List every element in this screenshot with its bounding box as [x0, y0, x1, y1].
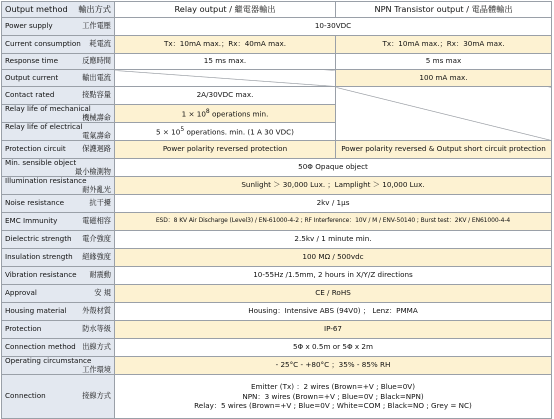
- label-en: Operating circumstance: [5, 356, 92, 366]
- value-part: 5 × 10: [156, 127, 181, 137]
- spec-table: [1, 1, 552, 419]
- label-dielectric: [2, 231, 115, 249]
- value-protection: IP-67: [115, 321, 552, 339]
- label-en: Power supply: [5, 21, 53, 31]
- label-emc: [2, 213, 115, 231]
- label-output-method: [2, 2, 115, 18]
- label-approval: [2, 285, 115, 303]
- value-contact-relay: 2A/30VDC max.: [115, 87, 336, 105]
- not-applicable-cell: [115, 70, 336, 87]
- row-dielectric: [2, 231, 552, 249]
- label-response-time: [2, 54, 115, 70]
- label-en: Min. sensible object: [5, 158, 77, 168]
- value-noise: 2kv / 1μs: [115, 195, 552, 213]
- label-en: Vibration resistance: [5, 270, 77, 280]
- label-en: Connection method: [5, 342, 76, 352]
- label-en: Contact rated: [5, 90, 55, 100]
- value-vibration: 10-55Hz /1.5mm, 2 hours in X/Y/Z directions: [115, 267, 552, 285]
- label-en: Protection circuit: [5, 144, 66, 154]
- not-applicable-cell: [336, 87, 552, 141]
- label-operating: [2, 357, 115, 375]
- label-zh: 外殼材質: [82, 306, 111, 316]
- label-output-current: [2, 70, 115, 87]
- label-zh: 電氣壽命: [82, 130, 111, 140]
- value-insulation: 100 MΩ / 500vdc: [115, 249, 552, 267]
- label-en: Relay life of mechanical: [5, 104, 91, 114]
- label-zh: 電介強度: [82, 234, 111, 244]
- label-zh: 工作環境: [82, 364, 111, 374]
- row-min-object: [2, 159, 552, 177]
- label-zh: 輸出電流: [82, 72, 111, 82]
- label-zh: 耐震動: [89, 270, 111, 280]
- row-illumination: [2, 177, 552, 195]
- label-protection-circuit: [2, 141, 115, 159]
- value-current-relay: Tx：10mA max.；Rx：40mA max.: [115, 36, 336, 54]
- row-protection-circuit: [2, 141, 552, 159]
- label-housing: [2, 303, 115, 321]
- label-zh: 安 規: [94, 288, 111, 298]
- value-dielectric: 2.5kv / 1 minute min.: [115, 231, 552, 249]
- value-connection: [115, 375, 552, 419]
- connection-npn: NPN：3 wires (Brown=+V ; Blue=0V ; Black=NPN): [242, 391, 424, 401]
- label-zh: 抗干擾: [89, 198, 111, 208]
- row-current-consumption: [2, 36, 552, 54]
- exponent: 5: [180, 125, 185, 133]
- value-response-npn: 5 ms max: [336, 54, 552, 70]
- value-housing: Housing：Intensive ABS (94V0) ； Lenz：PMMA: [115, 303, 552, 321]
- label-en: Insulation strength: [5, 252, 73, 262]
- row-housing: [2, 303, 552, 321]
- value-relay-life-mechanical: [115, 105, 336, 123]
- value-illumination: Sunlight ＞ 30,000 Lux. ；Lamplight ＞ 10,000 Lux.: [115, 177, 552, 195]
- value-output-current-npn: 100 mA max.: [336, 70, 552, 87]
- label-en: EMC Immunity: [5, 216, 58, 226]
- value-operating: - 25°C - +80°C ；35% - 85% RH: [115, 357, 552, 375]
- value-power-supply: 10-30VDC: [115, 18, 552, 36]
- row-approval: [2, 285, 552, 303]
- row-vibration: [2, 267, 552, 285]
- value-protection-npn: Power polarity reversed & Output short circuit protection: [336, 141, 552, 159]
- value-approval: CE / RoHS: [115, 285, 552, 303]
- value-connection-method: 5Φ x 0.5m or 5Φ x 2m: [115, 339, 552, 357]
- row-emc: [2, 213, 552, 231]
- label-connection: [2, 375, 115, 419]
- header-relay-output: Relay output / 繼電器輸出: [115, 2, 336, 18]
- label-en: Relay life of electrical: [5, 122, 83, 132]
- label-relay-life-mechanical: [2, 105, 115, 123]
- label-zh: 反應時間: [82, 56, 111, 66]
- row-power-supply: [2, 18, 552, 36]
- label-en: Response time: [5, 56, 59, 66]
- label-zh: 耗電流: [89, 39, 111, 49]
- value-response-relay: 15 ms max.: [115, 54, 336, 70]
- label-en: Connection: [5, 391, 46, 401]
- row-output-current: [2, 70, 552, 87]
- label-relay-life-electrical: [2, 123, 115, 141]
- label-zh: 輸出方式: [78, 3, 111, 14]
- value-part: 1 × 10: [181, 109, 206, 119]
- row-insulation: [2, 249, 552, 267]
- label-en: Output current: [5, 72, 59, 82]
- row-response-time: [2, 54, 552, 70]
- label-min-object: [2, 159, 115, 177]
- label-en: Dielectric strength: [5, 234, 72, 244]
- value-part: operations. min. (1 A 30 VDC): [184, 127, 294, 137]
- label-en: Approval: [5, 288, 37, 298]
- connection-relay: Relay：5 wires (Brown=+V ; Blue=0V ; White=COM ; Black=NO ; Grey = NC): [194, 401, 472, 411]
- row-connection-method: [2, 339, 552, 357]
- row-connection: [2, 375, 552, 419]
- label-en: Output method: [5, 3, 68, 14]
- value-min-object: 50Φ Opaque object: [115, 159, 552, 177]
- label-zh: 耐外亂光: [82, 184, 111, 194]
- label-current-consumption: [2, 36, 115, 54]
- label-vibration: [2, 267, 115, 285]
- label-en: Housing material: [5, 306, 67, 316]
- label-zh: 接點容量: [82, 90, 111, 100]
- value-relay-life-electrical: [115, 123, 336, 141]
- label-zh: 保護迴路: [82, 144, 111, 154]
- label-power-supply: [2, 18, 115, 36]
- label-en: Illumination resistance: [5, 176, 87, 186]
- value-part: operations min.: [209, 109, 269, 119]
- label-zh: 防水等級: [82, 324, 111, 334]
- value-emc: ESD：8 KV Air Discharge (Level3) / EN-61000-4-2 ; RF Interference：10V / M / ENV-50140 ; Burst test：2KV / EN61000-4-4: [115, 213, 552, 231]
- connection-emitter: Emitter (Tx) ：2 wires (Brown=+V ; Blue=0V): [250, 382, 416, 392]
- value-protection-relay: Power polarity reversed protection: [115, 141, 336, 159]
- exponent: 8: [205, 107, 210, 115]
- label-en: Noise resistance: [5, 198, 65, 208]
- label-illumination: [2, 177, 115, 195]
- row-output-method: [2, 2, 552, 18]
- row-operating: [2, 357, 552, 375]
- label-en: Current consumption: [5, 39, 81, 49]
- label-zh: 最小檢測物: [75, 166, 111, 176]
- value-current-npn: Tx：10mA max.；Rx：30mA max.: [336, 36, 552, 54]
- label-zh: 出線方式: [82, 342, 111, 352]
- label-zh: 絕緣強度: [82, 252, 111, 262]
- row-noise: [2, 195, 552, 213]
- row-contact-rated: [2, 87, 552, 105]
- header-npn-output: NPN Transistor output / 電晶體輸出: [336, 2, 552, 18]
- label-contact-rated: [2, 87, 115, 105]
- label-zh: 工作電壓: [82, 21, 111, 31]
- label-insulation: [2, 249, 115, 267]
- label-zh: 機械壽命: [82, 112, 111, 122]
- label-en: Protection: [5, 324, 42, 334]
- label-noise: [2, 195, 115, 213]
- label-zh: 電磁相容: [82, 216, 111, 226]
- label-protection: [2, 321, 115, 339]
- row-protection: [2, 321, 552, 339]
- label-zh: 接線方式: [82, 391, 111, 401]
- label-connection-method: [2, 339, 115, 357]
